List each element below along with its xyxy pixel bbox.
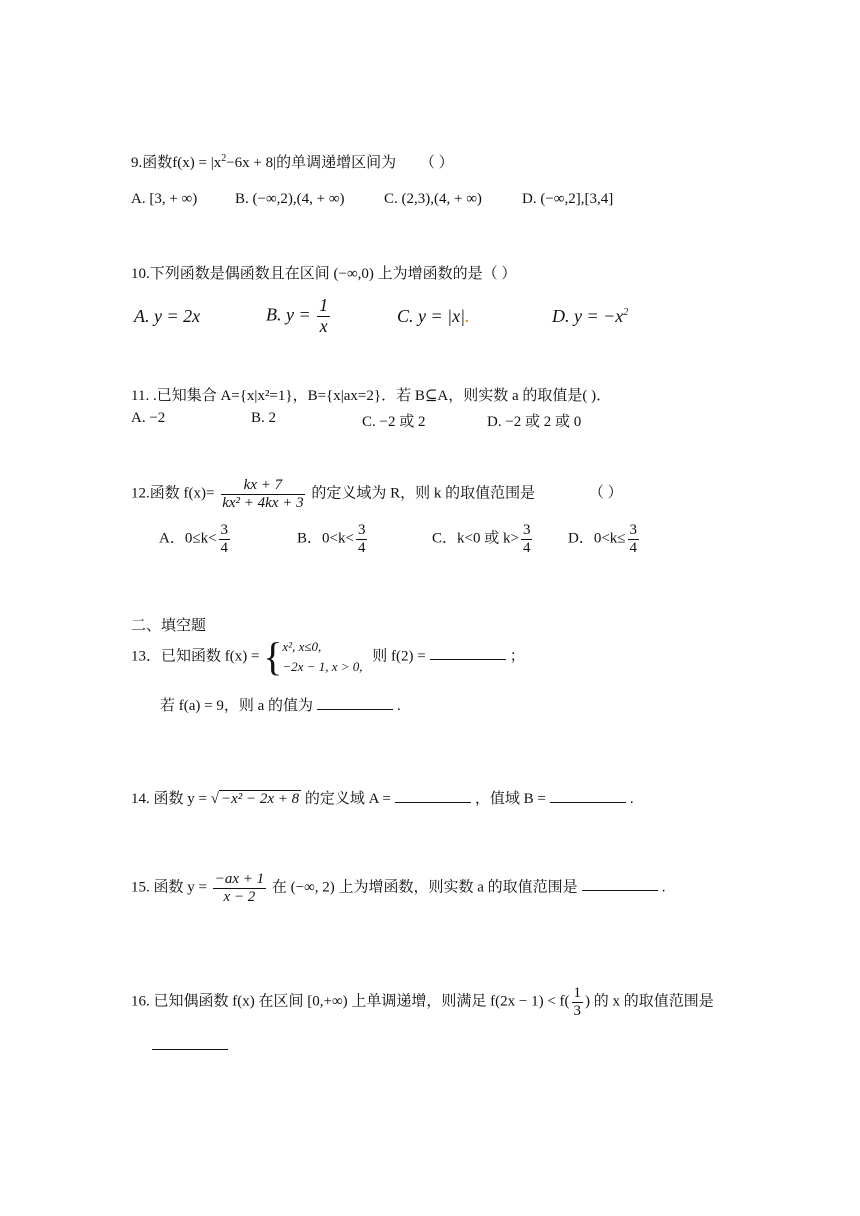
q12-option-b-prefix: B．0<k<: [297, 530, 354, 547]
sqrt-symbol: √: [210, 791, 219, 807]
q16-den: 3: [573, 1002, 582, 1019]
q9-stem-exp: 2: [221, 153, 227, 164]
q10-option-b-prefix: B. y =: [266, 304, 311, 325]
q10-b-num: 1: [319, 295, 329, 315]
q11-option-a: A. −2: [131, 410, 166, 426]
q10-stem: 10.下列函数是偶函数且在区间 (−∞,0) 上为增函数的是（ ）: [131, 266, 517, 282]
q15-end: .: [661, 879, 666, 896]
q9-paren: （ ）: [419, 155, 454, 171]
q14-mid2: ，值域 B =: [474, 791, 546, 807]
q10-option-a: A. y = 2x: [134, 306, 201, 326]
q14-blank-a[interactable]: [395, 801, 471, 803]
q13-blank-1[interactable]: [430, 658, 506, 660]
q16-blank[interactable]: [152, 1048, 228, 1050]
q13-prefix: 13．已知函数 f(x) =: [131, 648, 260, 665]
q16-suffix: ) 的 x 的取值范围是: [585, 993, 714, 1010]
q10-b-den: x: [319, 315, 328, 336]
frac-num: 3: [629, 522, 638, 538]
q12-option-b-frac: [356, 522, 368, 556]
q9-stem-prefix: 9.函数f(x) = |x: [131, 155, 222, 171]
q10-option-d-prefix: D. y = −x: [552, 306, 624, 326]
q9-stem: [131, 151, 454, 172]
q12-option-c-prefix: C．k<0 或 k>: [432, 530, 519, 547]
q12-option-d-prefix: D．0<k≤: [568, 530, 626, 547]
q10-option-c-text: C. y = |x|: [397, 306, 466, 326]
q14-prefix: 14. 函数 y =: [131, 791, 207, 807]
frac-num: 3: [220, 522, 229, 538]
q11-option-b: B. 2: [251, 410, 277, 426]
q9-option-d: D. (−∞,2],[3,4]: [522, 191, 614, 207]
mark-dot: .: [465, 306, 470, 326]
q13-line1: [131, 634, 525, 679]
q12-option-b: [297, 522, 369, 556]
q10-option-d-exp: 2: [623, 307, 629, 318]
q14-mid: 的定义域 A =: [304, 791, 391, 807]
q12-paren: （ ）: [588, 485, 623, 502]
q15-line: [131, 871, 665, 905]
q15-prefix: 15. 函数 y =: [131, 879, 207, 896]
q10-option-d: [552, 306, 628, 327]
piecewise-brace: {: [263, 634, 283, 679]
q14-radicand: −x² − 2x + 8: [220, 791, 300, 807]
q12-option-a-frac: [219, 522, 231, 556]
q14-end: .: [629, 791, 634, 807]
frac-den: 4: [629, 539, 638, 556]
q15-fraction: [213, 871, 266, 905]
q9-option-c: C. (2,3),(4, + ∞): [384, 191, 482, 207]
q10-option-b: [266, 296, 332, 337]
frac-den: 4: [220, 539, 229, 556]
frac-num: 3: [522, 522, 531, 538]
q9-option-b: B. (−∞,2),(4, + ∞): [235, 191, 345, 207]
frac-num: 3: [357, 522, 366, 538]
q9-option-a: A. [3, + ∞): [131, 191, 198, 207]
q13-piecewise: [282, 637, 362, 677]
frac-den: 4: [522, 539, 531, 556]
q16-num: 1: [573, 985, 582, 1001]
q13-case2: −2x − 1, x > 0,: [282, 659, 363, 674]
q13-line2-prefix: 若 f(a) = 9，则 a 的值为: [160, 698, 314, 714]
q15-num: −ax + 1: [214, 871, 265, 887]
q12-stem: [131, 477, 623, 511]
q13-end1: ；: [509, 648, 525, 665]
q11-stem: 11. .已知集合 A={x|x²=1}，B={x|ax=2}．若 B⊆A，则实数 a 的取值是( )．: [131, 388, 612, 404]
q12-den: kx² + 4kx + 3: [222, 494, 304, 511]
q12-option-a: [159, 522, 232, 556]
q12-option-a-prefix: A．0≤k<: [159, 530, 217, 547]
q13-line2: [160, 694, 401, 715]
q15-blank[interactable]: [582, 889, 658, 891]
q12-option-c-frac: [521, 522, 533, 556]
section-heading-fill-blank: 二、填空题: [131, 618, 207, 634]
q12-num: kx + 7: [221, 477, 305, 495]
q10-option-b-fraction: [317, 296, 330, 337]
q11-option-c: C. −2 或 2: [362, 414, 426, 430]
q16-fraction: [572, 985, 584, 1019]
q14-line: [131, 787, 634, 808]
q13-mid: 则 f(2) =: [372, 648, 426, 665]
q12-stem-suffix: 的定义域为 R，则 k 的取值范围是: [311, 485, 536, 502]
q12-fraction: [220, 477, 305, 511]
q13-blank-2[interactable]: [317, 708, 393, 710]
q16-line: [131, 985, 714, 1019]
q14-blank-b[interactable]: [550, 801, 626, 803]
q13-case1: x², x≤0,: [282, 639, 322, 654]
q11-option-d: D. −2 或 2 或 0: [487, 414, 582, 430]
q12-option-d-frac: [628, 522, 640, 556]
q9-stem-suffix: −6x + 8|的单调递增区间为: [226, 155, 397, 171]
q13-end2: .: [397, 698, 401, 714]
q15-den: x − 2: [223, 888, 256, 905]
q10-option-c: [397, 306, 470, 327]
q16-prefix: 16. 已知偶函数 f(x) 在区间 [0,+∞) 上单调递增，则满足 f(2x − 1) < f(: [131, 993, 570, 1010]
q12-stem-prefix: 12.函数 f(x)=: [131, 485, 215, 502]
q12-option-d: [568, 522, 641, 556]
q15-suffix: 在 (−∞, 2) 上为增函数，则实数 a 的取值范围是: [271, 879, 578, 896]
q12-option-c: [432, 522, 534, 556]
frac-den: 4: [357, 539, 366, 556]
